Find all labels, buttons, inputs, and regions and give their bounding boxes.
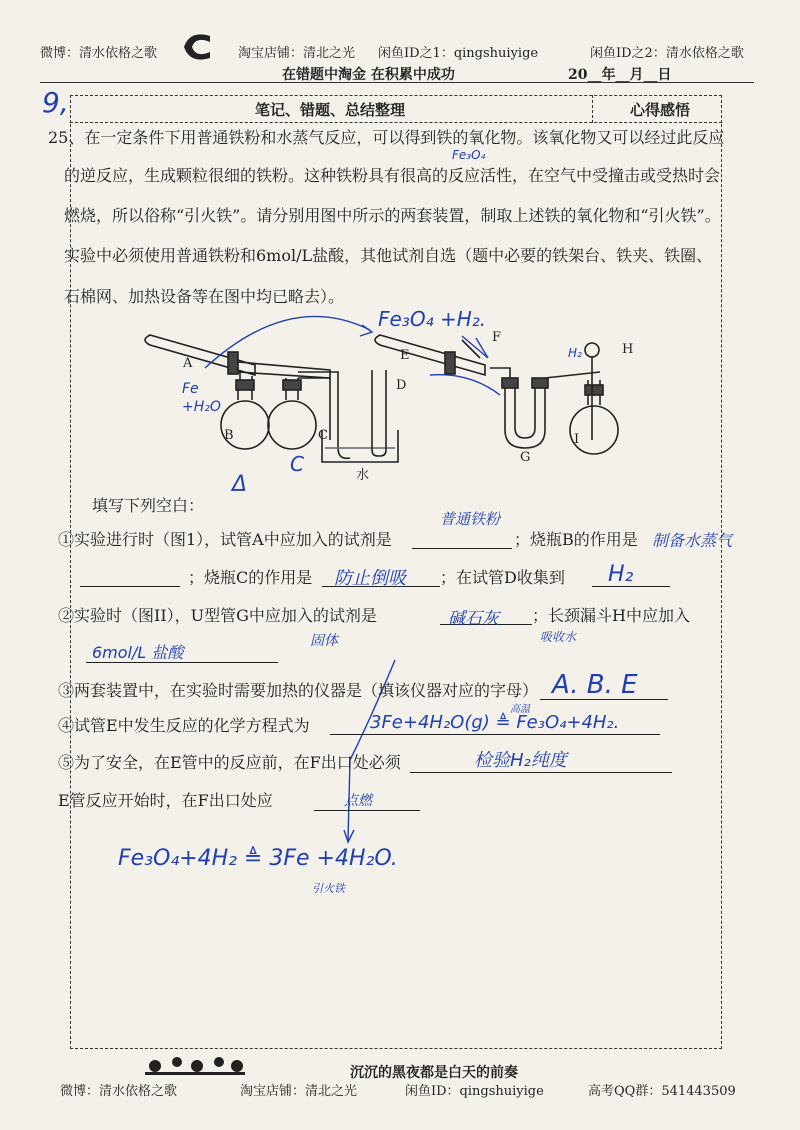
hw-fe3o4-top: Fe₃O₄ [452, 148, 486, 162]
q3-text: ③两套装置中，在实验时需要加热的仪器是（填该仪器对应的字母） [58, 681, 539, 700]
hw-delta: Δ [232, 472, 248, 497]
hw-ans-b: 制备水蒸气 [652, 531, 733, 550]
label-H: H [622, 342, 634, 357]
flower-ornament-icon [145, 1052, 245, 1078]
hw-ans-h: 6mol/L 盐酸 [92, 643, 184, 662]
table-header-right: 心得感悟 [629, 101, 690, 119]
label-B: B [224, 428, 234, 443]
hw-ans-d: H₂ [608, 562, 634, 587]
hw-h2-small: H₂ [568, 346, 582, 360]
hw-reverse-note: 引火铁 [312, 882, 345, 895]
label-E: E [400, 348, 410, 363]
q4-text: ④试管E中发生反应的化学方程式为 [58, 716, 310, 735]
q5-part-a: ⑤为了安全，在E管中的反应前，在F出口处必须 [58, 753, 401, 772]
hw-ans-heat: A. B. E [552, 670, 638, 700]
hw-fe-h2o: Fe +H₂O [182, 381, 221, 416]
hw-ans-absorb: 吸收水 [540, 630, 577, 644]
hw-ans-eq: 3Fe+4H₂O(g) ≜ Fe₃O₄+4H₂. [370, 712, 620, 733]
hw-ans-a: 普通铁粉 [440, 510, 501, 528]
label-F: F [492, 330, 502, 345]
label-D: D [396, 378, 407, 393]
q1-part-b: ；烧瓶B的作用是 [514, 530, 638, 549]
header-weibo: 微博：清水依格之歌 [40, 46, 158, 61]
footer-taobao: 淘宝店铺：清北之光 [240, 1084, 358, 1099]
problem-line-3: 燃烧，所以俗称“引火铁”。请分别用图中所示的两套装置，制取上述铁的氧化物和“引火铁”。 [64, 206, 721, 225]
q2-part-b: ；长颈漏斗H中应加入 [532, 606, 690, 625]
problem-line-1: 25、在一定条件下用普通铁粉和水蒸气反应，可以得到铁的氧化物。该氧化物又可以经过此反应 [48, 128, 725, 147]
label-water: 水 [356, 468, 370, 483]
hw-ans-c: 防止倒吸 [334, 568, 406, 589]
problem-line-4: 实验中必须使用普通铁粉和6mol/L盐酸，其他试剂自选（题中必要的铁架台、铁夹、铁圈、 [64, 246, 713, 265]
q1-part-d: ；在试管D收集到 [440, 568, 565, 587]
header-xianyu2: 闲鱼ID之2：清水依格之歌 [590, 46, 744, 61]
footer-slogan: 沉沉的黑夜都是白天的前奏 [350, 1065, 518, 1081]
label-C: C [318, 428, 328, 443]
prompt-text: 填写下列空白： [92, 496, 205, 515]
label-G: G [520, 450, 531, 465]
table-header-left: 笔记、错题、总结整理 [254, 101, 405, 119]
footer-weibo: 微博：清水依格之歌 [60, 1084, 178, 1099]
q2-part-a: ②实验时（图II），U型管G中应加入的试剂是 [58, 606, 377, 625]
label-I: I [574, 432, 580, 447]
handwritten-nine: 9, [42, 86, 69, 119]
hw-ans-g: 碱石灰 [448, 609, 499, 629]
notes-box [70, 124, 722, 1049]
label-A: A [183, 356, 193, 371]
header-xianyu1: 闲鱼ID之1：qingshuiyige [378, 46, 539, 61]
problem-line-5: 石棉网、加热设备等在图中均已略去）。 [64, 287, 345, 306]
q1-part-a: ①实验进行时（图1），试管A中应加入的试剂是 [58, 530, 392, 549]
q1-part-c: ；烧瓶C的作用是 [188, 568, 313, 587]
hw-ans-eq-cond: 高温 [510, 704, 530, 715]
hw-c-mark: C [290, 452, 304, 476]
footer-xianyu: 闲鱼ID：qingshuiyige [405, 1084, 544, 1099]
hw-fe3o4-h2: Fe₃O₄ +H₂. [378, 307, 487, 331]
footer-qq: 高考QQ群：541443509 [588, 1084, 736, 1099]
problem-line-2: 的逆反应，生成颗粒很细的铁粉。这种铁粉具有很高的反应活性，在空气中受撞击或受热时会 [64, 166, 721, 185]
hw-ans-h2: 固体 [310, 633, 338, 649]
hw-ans-safe: 检验H₂纯度 [474, 750, 567, 771]
hw-reverse-eq: Fe₃O₄+4H₂ ≜ 3Fe +4H₂O. [118, 846, 398, 871]
hw-ans-start: 点燃 [344, 793, 372, 809]
header-date: 20__年__月__日 [568, 67, 672, 83]
header-taobao: 淘宝店铺：清北之光 [238, 46, 356, 61]
q5-part-b: E管反应开始时，在F出口处应 [58, 791, 273, 810]
footer-ornament [145, 1052, 245, 1078]
header-slogan: 在错题中淘金 在积累中成功 [282, 67, 455, 83]
